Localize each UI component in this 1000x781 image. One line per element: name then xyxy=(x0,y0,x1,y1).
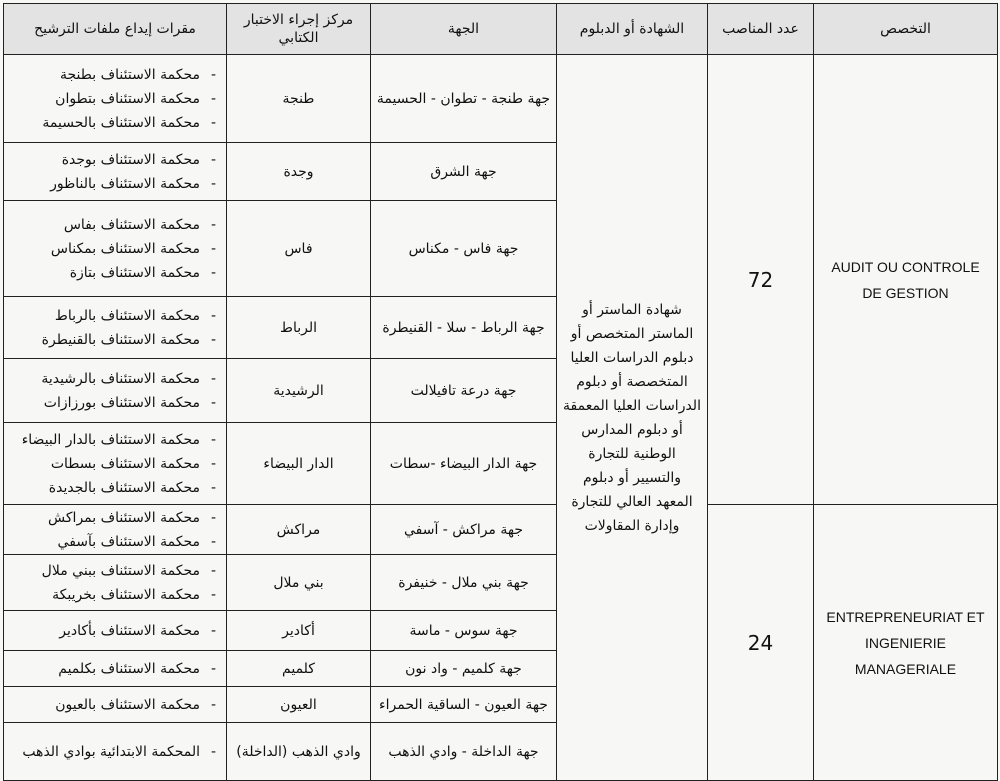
region-cell: جهة بني ملال - خنيفرة xyxy=(371,555,557,611)
court-name: محكمة الاستئناف بمراكش xyxy=(48,509,200,526)
bullet-dash: - xyxy=(210,743,216,760)
court-name: محكمة الاستئناف بالدار البيضاء xyxy=(21,431,200,448)
court-name: محكمة الاستئناف بورزازات xyxy=(43,394,200,411)
filing-offices-cell xyxy=(4,143,227,201)
court-name: محكمة الاستئناف بأكادير xyxy=(59,622,200,639)
bullet-dash: - xyxy=(210,331,216,348)
list-item xyxy=(14,391,216,415)
region-cell: جهة الداخلة - وادي الذهب xyxy=(371,723,557,781)
table-body xyxy=(4,55,998,781)
filing-offices-cell xyxy=(4,687,227,723)
filing-offices-cell xyxy=(4,423,227,505)
recruitment-table xyxy=(3,3,998,781)
court-name: محكمة الاستئناف ببني ملال xyxy=(41,562,200,579)
filing-offices-cell xyxy=(4,651,227,687)
list-item xyxy=(14,111,216,135)
exam-center-cell: أكادير xyxy=(227,611,371,651)
list-item xyxy=(14,428,216,452)
list-item xyxy=(14,304,216,328)
court-name: محكمة الاستئناف بالقنيطرة xyxy=(41,331,200,348)
list-item xyxy=(14,328,216,352)
list-item xyxy=(14,657,216,681)
bullet-dash: - xyxy=(210,562,216,579)
region-cell: جهة سوس - ماسة xyxy=(371,611,557,651)
bullet-dash: - xyxy=(210,66,216,83)
court-name: محكمة الاستئناف بالناظور xyxy=(50,175,200,192)
filing-offices-cell xyxy=(4,555,227,611)
court-name: محكمة الاستئناف بسطات xyxy=(50,455,200,472)
exam-center-cell: الرباط xyxy=(227,297,371,359)
seats-count: 72 xyxy=(747,267,774,292)
region-cell: جهة الدار البيضاء -سطات xyxy=(371,423,557,505)
speciality-cell xyxy=(814,55,998,505)
bullet-dash: - xyxy=(210,479,216,496)
table-row xyxy=(4,55,998,143)
region-cell: جهة درعة تافيلالت xyxy=(371,359,557,423)
list-item xyxy=(14,261,216,285)
filing-offices-cell xyxy=(4,723,227,781)
region-cell: جهة الشرق xyxy=(371,143,557,201)
list-item xyxy=(14,530,216,554)
exam-center-cell: كلميم xyxy=(227,651,371,687)
filing-offices-cell xyxy=(4,611,227,651)
exam-center-cell: الرشيدية xyxy=(227,359,371,423)
bullet-dash: - xyxy=(210,394,216,411)
bullet-dash: - xyxy=(210,114,216,131)
court-name: محكمة الاستئناف بالرشيدية xyxy=(41,370,200,387)
list-item xyxy=(14,693,216,717)
filing-offices-cell xyxy=(4,505,227,555)
exam-center-cell: فاس xyxy=(227,201,371,297)
bullet-dash: - xyxy=(210,455,216,472)
list-item xyxy=(14,148,216,172)
header-row xyxy=(4,4,998,55)
court-name: محكمة الاستئناف بتازة xyxy=(69,264,200,281)
list-item xyxy=(14,506,216,530)
bullet-dash: - xyxy=(210,151,216,168)
seats-cell xyxy=(708,55,814,505)
speciality-name: ENTREPRENEURIAT ET INGENIERIE MANAGERIALE xyxy=(826,608,985,677)
exam-center-cell: بني ملال xyxy=(227,555,371,611)
bullet-dash: - xyxy=(210,586,216,603)
header-seats: عدد المناصب xyxy=(708,4,814,55)
bullet-dash: - xyxy=(210,216,216,233)
bullet-dash: - xyxy=(210,660,216,677)
court-name: محكمة الاستئناف بالرباط xyxy=(54,307,200,324)
court-name: محكمة الاستئناف بالجديدة xyxy=(48,479,200,496)
court-name: المحكمة الابتدائية بوادي الذهب xyxy=(22,743,200,760)
bullet-dash: - xyxy=(210,90,216,107)
list-item xyxy=(14,583,216,607)
filing-offices-cell xyxy=(4,201,227,297)
court-name: محكمة الاستئناف بآسفي xyxy=(57,533,200,550)
bullet-dash: - xyxy=(210,240,216,257)
bullet-dash: - xyxy=(210,370,216,387)
region-cell: جهة كلميم - واد نون xyxy=(371,651,557,687)
seats-cell xyxy=(708,505,814,781)
list-item xyxy=(14,476,216,500)
bullet-dash: - xyxy=(210,509,216,526)
bullet-dash: - xyxy=(210,622,216,639)
filing-offices-cell xyxy=(4,359,227,423)
header-speciality: التخصص xyxy=(814,4,998,55)
header-filing-offices: مقرات إيداع ملفات الترشيح xyxy=(4,4,227,55)
region-cell: جهة العيون - الساقية الحمراء xyxy=(371,687,557,723)
bullet-dash: - xyxy=(210,431,216,448)
exam-center-cell: طنجة xyxy=(227,55,371,143)
exam-center-cell: العيون xyxy=(227,687,371,723)
exam-center-cell: وادي الذهب (الداخلة) xyxy=(227,723,371,781)
court-name: محكمة الاستئناف بكلميم xyxy=(58,660,200,677)
speciality-name: AUDIT OU CONTROLE DE GESTION xyxy=(831,258,980,301)
table-row xyxy=(4,505,998,555)
header-exam-center: مركز إجراء الاختبار الكتابي xyxy=(227,4,371,55)
exam-center-cell: وجدة xyxy=(227,143,371,201)
list-item xyxy=(14,172,216,196)
court-name: محكمة الاستئناف بتطوان xyxy=(55,90,200,107)
region-cell: جهة الرباط - سلا - القنيطرة xyxy=(371,297,557,359)
court-name: محكمة الاستئناف بخريبكة xyxy=(52,586,200,603)
bullet-dash: - xyxy=(210,307,216,324)
list-item xyxy=(14,87,216,111)
list-item xyxy=(14,367,216,391)
exam-center-cell: الدار البيضاء xyxy=(227,423,371,505)
exam-center-cell: مراكش xyxy=(227,505,371,555)
list-item xyxy=(14,213,216,237)
bullet-dash: - xyxy=(210,175,216,192)
speciality-cell xyxy=(814,505,998,781)
region-cell: جهة مراكش - آسفي xyxy=(371,505,557,555)
list-item xyxy=(14,452,216,476)
filing-offices-cell xyxy=(4,55,227,143)
list-item xyxy=(14,619,216,643)
header-region: الجهة xyxy=(371,4,557,55)
bullet-dash: - xyxy=(210,533,216,550)
bullet-dash: - xyxy=(210,696,216,713)
court-name: محكمة الاستئناف بالحسيمة xyxy=(42,114,200,131)
region-cell: جهة طنجة - تطوان - الحسيمة xyxy=(371,55,557,143)
list-item xyxy=(14,237,216,261)
diploma-cell: شهادة الماستر أو الماستر المتخصص أو دبلوم الدراسات العليا المتخصصة أو دبلوم الدراسات العليا المعمقة أو دبلوم المدارس الوطنية للتجارة والتسيير أو دبلوم المعهد العالي للتجارة وإدارة المقاولات xyxy=(557,55,708,781)
court-name: محكمة الاستئناف بالعيون xyxy=(55,696,200,713)
filing-offices-cell xyxy=(4,297,227,359)
court-name: محكمة الاستئناف بمكناس xyxy=(50,240,200,257)
region-cell: جهة فاس - مكناس xyxy=(371,201,557,297)
list-item xyxy=(14,740,216,764)
bullet-dash: - xyxy=(210,264,216,281)
court-name: محكمة الاستئناف بطنجة xyxy=(60,66,200,83)
list-item xyxy=(14,559,216,583)
header-diploma: الشهادة أو الدبلوم xyxy=(557,4,708,55)
seats-count: 24 xyxy=(747,630,774,655)
court-name: محكمة الاستئناف بفاس xyxy=(63,216,200,233)
court-name: محكمة الاستئناف بوجدة xyxy=(61,151,200,168)
list-item xyxy=(14,63,216,87)
